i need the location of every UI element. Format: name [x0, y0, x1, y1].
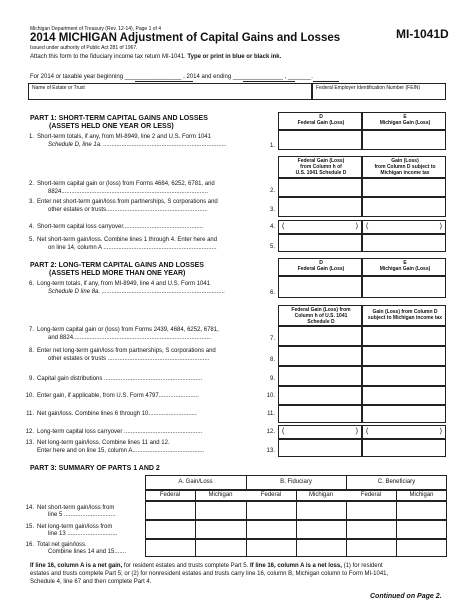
part2-col-d2-header: Federal Gain (Loss) from Column h of U.S. 1041 Schedule D	[278, 305, 362, 326]
line4-col-d-input[interactable]	[278, 220, 362, 234]
line12-d-open-paren: (	[282, 428, 285, 435]
tax-year-begin-field[interactable]	[135, 81, 193, 82]
line12-col-d-input[interactable]	[278, 425, 362, 439]
line4-number: 4.	[28, 224, 34, 230]
line13-ref: 13.	[266, 448, 275, 454]
line8-col-d-input[interactable]	[278, 346, 362, 366]
line14-number: 14.	[25, 505, 34, 511]
part2-subtitle: (ASSETS HELD MORE THAN ONE YEAR)	[49, 270, 186, 277]
line15-text-a: Net long-term gain/loss from	[37, 524, 113, 530]
line12-number: 12.	[25, 429, 34, 435]
tax-year-end-year-field[interactable]	[313, 81, 339, 82]
line6-number: 6.	[28, 281, 34, 287]
line7-number: 7.	[28, 327, 34, 333]
tax-year-line: For 2014 or taxable year beginning _________________ , 2014 and ending _______________ , _______.	[30, 74, 313, 80]
line3-number: 3.	[28, 199, 34, 205]
line13-col-d-input[interactable]	[278, 439, 362, 457]
line6-ref: 6.	[269, 290, 275, 296]
line4-d-close-paren: )	[355, 223, 358, 230]
line6-col-e-input[interactable]	[362, 276, 446, 298]
line11-text-a: Net gain/loss. Combine lines 6 through 10.............................	[37, 411, 197, 417]
part2-col-d-header: D Federal Gain (Loss)	[278, 258, 362, 276]
line8-number: 8.	[28, 348, 34, 354]
line13-col-e-input[interactable]	[362, 439, 446, 457]
part2-title: PART 2: LONG-TERM CAPITAL GAINS AND LOSSES	[30, 262, 204, 269]
line14-text-a: Net short-term gain/loss from	[37, 505, 115, 511]
part3-title: PART 3: SUMMARY OF PARTS 1 AND 2	[30, 465, 160, 472]
footer-instructions: If line 16, column A is a net gain, for resident estates and trusts complete Part 5. If line 16, column A is a net loss, (1) for resident	[30, 563, 383, 569]
attach-instruction-bold: Type or print in blue or black ink.	[187, 54, 282, 60]
col-a-michigan: Michigan	[208, 492, 233, 498]
line5-col-e-input[interactable]	[362, 234, 446, 252]
agency-revision: Michigan Department of Treasury (Rev. 12-14), Page 1 of 4	[30, 26, 162, 32]
summary-row-15[interactable]	[145, 520, 447, 539]
line4-ref: 4.	[269, 224, 275, 230]
line12-text-a: Long-term capital loss carryover ...............................................	[37, 429, 203, 435]
line16-number: 16.	[25, 542, 34, 548]
tax-year-end-field[interactable]	[243, 81, 295, 82]
line2-text-b: 8824........................................................................................	[48, 189, 209, 195]
line2-col-e-input[interactable]	[362, 178, 446, 197]
attach-instruction-plain: Attach this form to the fiduciary income tax return MI-1041.	[30, 54, 186, 60]
line5-text-a: Net short-term gain/loss. Combine lines 1 through 4. Enter here and	[37, 237, 218, 243]
line6-text-b: Schedule D line 8a. ..........................................................................	[48, 289, 226, 295]
line13-number: 13.	[25, 440, 34, 446]
line10-number: 10.	[25, 393, 34, 399]
line12-d-close-paren: )	[355, 428, 358, 435]
footer-line2: estates and trusts complete Part 5; or (2) for nonresident estates and trusts carry line 16, column B, Michigan column to Form MI-1041,	[30, 571, 389, 577]
line1-text-b: Schedule D, line 1a. ..........................................................................	[48, 142, 227, 148]
line3-col-d-input[interactable]	[278, 197, 362, 217]
line4-d-open-paren: (	[282, 223, 285, 230]
line13-text-b: Enter here and on line 15, column A...........................................	[37, 448, 205, 454]
part1-col-d2-header: Federal Gain (Loss) from Column h of U.S. 1041 Schedule D	[278, 156, 362, 178]
form-number: MI-1041D	[396, 27, 449, 41]
line8-text-a: Enter net long-term gain/loss from partnerships, S corporations and	[37, 348, 216, 354]
line3-text-a: Enter net short-term gain/loss from partnerships, S corporations and	[37, 199, 218, 205]
line8-text-b: other estates or trusts .............................................................	[48, 356, 210, 362]
part2-col-e-header: E Michigan Gain (Loss)	[362, 258, 446, 276]
line11-number: 11.	[26, 411, 34, 417]
summary-row-14[interactable]	[145, 501, 447, 520]
line5-text-b: on line 14, column A ....................................................................	[48, 245, 217, 251]
col-b-michigan: Michigan	[308, 492, 333, 498]
fein-field[interactable]	[312, 83, 446, 100]
line1-number: 1.	[28, 134, 34, 140]
line10-col-d-input[interactable]	[278, 386, 362, 405]
part1-subtitle: (ASSETS HELD ONE YEAR OR LESS)	[49, 123, 174, 130]
line7-col-e-input[interactable]	[362, 326, 446, 346]
line5-ref: 5.	[269, 244, 275, 250]
estate-name-field[interactable]	[28, 83, 312, 100]
fein-label: Federal Employer Identification Number (FEIN)	[316, 85, 421, 91]
line1-col-e-input[interactable]	[362, 130, 446, 150]
col-b-header: B. Fiduciary	[280, 479, 312, 485]
line12-e-close-paren: )	[439, 428, 442, 435]
line7-ref: 7.	[269, 336, 275, 342]
line11-col-d-input[interactable]	[278, 405, 362, 423]
line3-text-b: other estates or trusts.............................................................	[48, 207, 208, 213]
continued-note: Continued on Page 2.	[370, 593, 442, 600]
col-a-federal: Federal	[159, 492, 181, 498]
line8-col-e-input[interactable]	[362, 346, 446, 366]
line1-text-a: Short-term totals, if any, from MI-8949, line 2 and U.S. Form 1041	[37, 134, 211, 140]
line12-ref: 12.	[266, 429, 275, 435]
line15-number: 15.	[25, 524, 34, 530]
line7-text-b: and 8824...................................................................................	[48, 335, 212, 341]
line9-ref: 9.	[269, 376, 275, 382]
footer-line3: Schedule 4, line 67 and then complete Part 4.	[30, 579, 152, 585]
col-a-header: A. Gain/Loss	[178, 479, 213, 485]
estate-name-label: Name of Estate or Trust	[32, 85, 85, 91]
line3-ref: 3.	[269, 207, 275, 213]
line7-col-d-input[interactable]	[278, 326, 362, 346]
col-c-michigan: Michigan	[409, 492, 434, 498]
line11-ref: 11.	[267, 411, 275, 417]
line10-col-e-input[interactable]	[362, 386, 446, 405]
line8-ref: 8.	[269, 357, 275, 363]
line1-col-d-input[interactable]	[278, 130, 362, 150]
line5-number: 5.	[28, 237, 34, 243]
line9-col-e-input[interactable]	[362, 366, 446, 386]
line6-col-d-input[interactable]	[278, 276, 362, 298]
part1-title: PART 1: SHORT-TERM CAPITAL GAINS AND LOSSES	[30, 115, 208, 122]
line9-col-d-input[interactable]	[278, 366, 362, 386]
part1-col-e-header: E Michigan Gain (Loss)	[362, 112, 446, 130]
line10-text-a: Enter gain, if applicable, from U.S. Form 4797........................	[37, 393, 199, 399]
line5-col-d-input[interactable]	[278, 234, 362, 252]
line4-e-close-paren: )	[439, 223, 442, 230]
part1-col-d-header: D Federal Gain (Loss)	[278, 112, 362, 130]
line4-text-a: Short-term capital loss carryover................................................	[37, 224, 204, 230]
line3-col-e-input[interactable]	[362, 197, 446, 217]
line1-ref: 1.	[269, 143, 275, 149]
line10-ref: 10.	[266, 393, 275, 399]
authority-note: Issued under authority of Public Act 281 of 1967.	[30, 45, 138, 51]
line9-number: 9.	[28, 376, 34, 382]
col-b-federal: Federal	[260, 492, 282, 498]
part1-col-e2-header: Gain (Loss) from Column D subject to Michigan income tax	[362, 156, 446, 178]
line9-text-a: Capital gain distributions ...........................................................	[37, 376, 203, 382]
line4-col-e-input[interactable]	[362, 220, 446, 234]
line7-text-a: Long-term capital gain or (loss) from Forms 2439, 4684, 6252, 6781,	[37, 327, 219, 333]
line11-col-e-input[interactable]	[362, 405, 446, 423]
col-c-header: C. Beneficiary	[377, 479, 416, 485]
line2-number: 2.	[28, 181, 34, 187]
line4-e-open-paren: (	[366, 223, 369, 230]
line2-text-a: Short-term capital gain or (loss) from Forms 4684, 6252, 6781, and	[37, 181, 215, 187]
line2-col-d-input[interactable]	[278, 178, 362, 197]
line12-col-e-input[interactable]	[362, 425, 446, 439]
line6-text-a: Long-term totals, if any, from MI-8949, line 4 and U.S. Form 1041	[37, 281, 210, 287]
line13-text-a: Net long-term gain/loss. Combine lines 11 and 12.	[37, 440, 170, 446]
line2-ref: 2.	[269, 188, 275, 194]
col-c-federal: Federal	[360, 492, 382, 498]
line16-text-b: Combine lines 14 and 15.......	[48, 549, 127, 555]
summary-row-16[interactable]	[145, 539, 447, 557]
line16-text-a: Total net gain/loss.	[37, 542, 87, 548]
part2-col-e2-header: Gain (Loss) from Column D subject to Michigan income tax	[362, 305, 446, 326]
line14-text-b: line 5 ...............................	[48, 512, 116, 518]
form-title: 2014 MICHIGAN Adjustment of Capital Gains and Losses	[30, 32, 341, 44]
line15-text-b: line 13 ..............................	[48, 531, 118, 537]
line12-e-open-paren: (	[366, 428, 369, 435]
attach-instruction	[30, 54, 281, 61]
